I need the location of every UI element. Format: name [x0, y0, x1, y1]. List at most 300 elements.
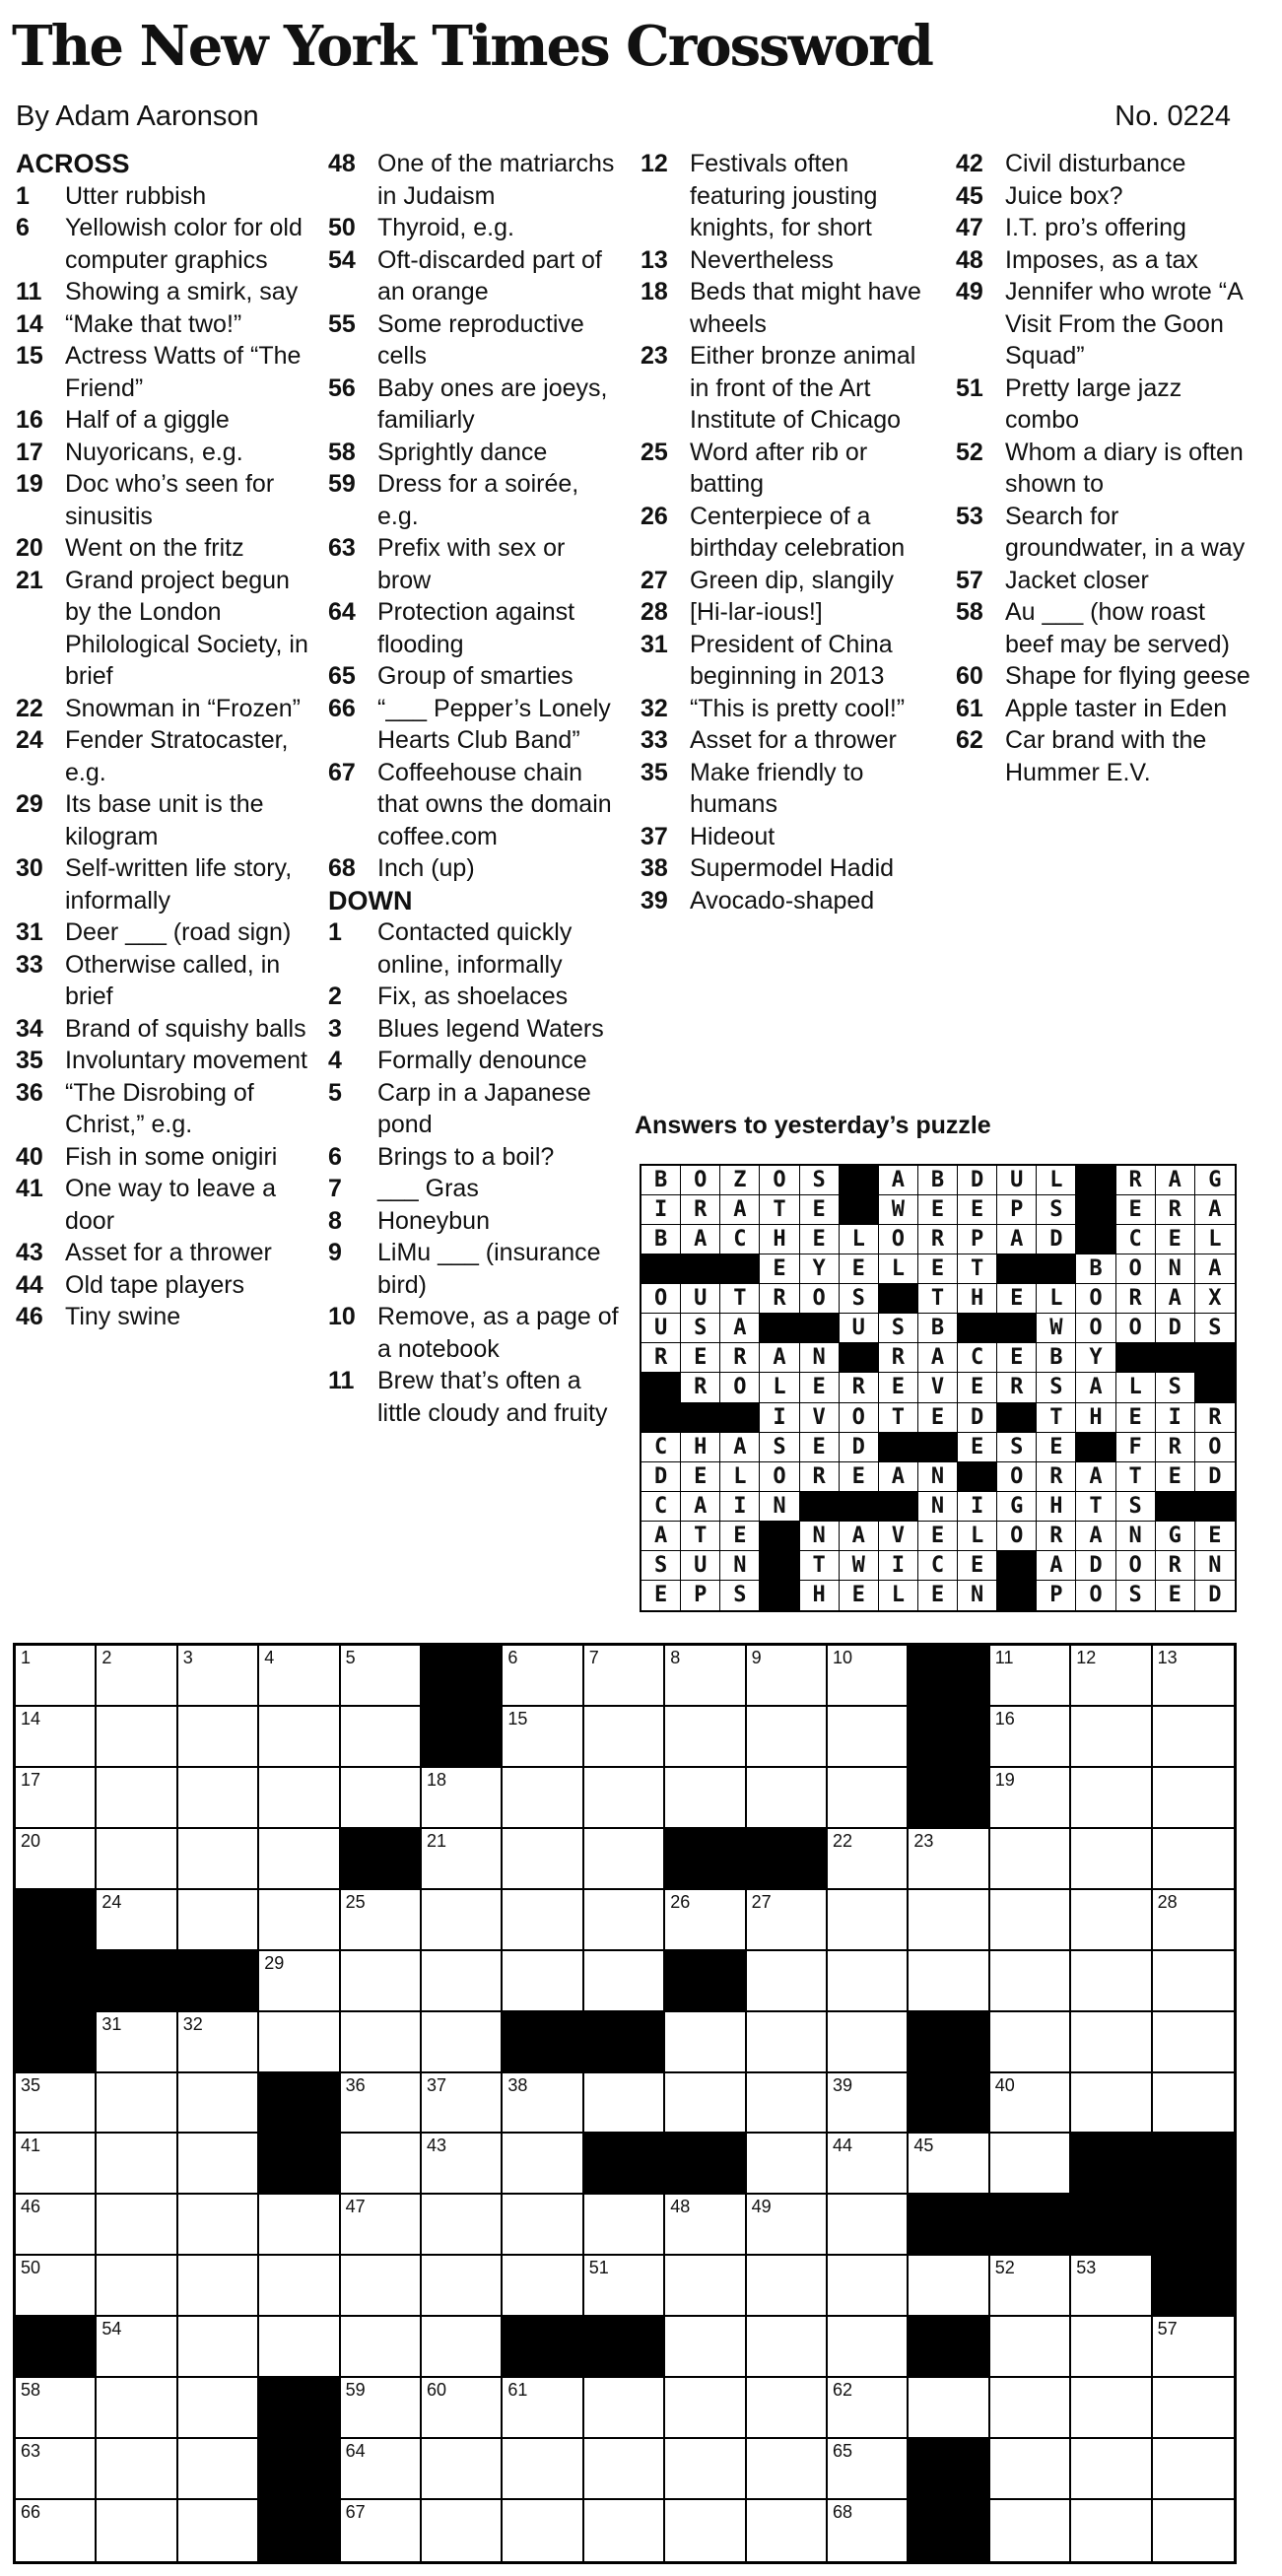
across-header: ACROSS: [16, 149, 130, 178]
down-clue: [956, 148, 1251, 180]
grid-cell[interactable]: [1153, 2439, 1234, 2500]
answer-cell: C: [641, 1492, 681, 1522]
clue-number: 39: [641, 886, 668, 915]
grid-cell[interactable]: [259, 1707, 340, 1768]
answer-cell: E: [997, 1284, 1037, 1314]
grid-cell[interactable]: [990, 1768, 1071, 1829]
answer-cell: O: [1195, 1433, 1235, 1462]
black-square: [259, 2439, 340, 2500]
answer-black-cell: [840, 1195, 879, 1225]
grid-cell[interactable]: [909, 2378, 989, 2439]
grid-cell[interactable]: [1153, 1951, 1234, 2012]
down-clue: [956, 276, 1251, 373]
grid-cell[interactable]: [584, 1707, 665, 1768]
grid-cell[interactable]: [990, 2012, 1071, 2073]
across-clue: [16, 724, 311, 788]
grid-cell[interactable]: [97, 2378, 177, 2439]
grid-cell[interactable]: [503, 1707, 583, 1768]
clue-number: 31: [16, 918, 43, 946]
answer-black-cell: [641, 1254, 681, 1284]
grid-cell[interactable]: [747, 2195, 828, 2256]
answer-cell: L: [879, 1581, 918, 1610]
grid-cell[interactable]: [16, 2073, 97, 2135]
answer-cell: S: [1156, 1373, 1195, 1402]
across-clue: [328, 212, 624, 244]
answer-cell: E: [800, 1225, 840, 1254]
cell-number: 1: [21, 1648, 32, 1667]
grid-cell[interactable]: [828, 2073, 909, 2135]
grid-cell[interactable]: [584, 2378, 665, 2439]
grid-cell[interactable]: [665, 1646, 746, 1707]
grid-cell[interactable]: [1071, 2500, 1152, 2561]
cell-number: 57: [1157, 2319, 1178, 2339]
grid-cell[interactable]: [1071, 2256, 1152, 2317]
grid-cell[interactable]: [828, 2256, 909, 2317]
grid-cell[interactable]: [503, 1951, 583, 2012]
grid-cell[interactable]: [665, 2256, 746, 2317]
down-clue: [956, 724, 1251, 788]
cell-number: 16: [994, 1708, 1015, 1729]
clue-text: Festivals often featuring jousting knights, for short: [690, 150, 878, 241]
clue-number: 3: [328, 1014, 342, 1043]
down-clue: [641, 276, 936, 340]
grid-cell[interactable]: [259, 1768, 340, 1829]
across-clue: [16, 1013, 311, 1046]
grid-cell[interactable]: [584, 2439, 665, 2500]
grid-cell[interactable]: [584, 2256, 665, 2317]
black-square: [909, 1646, 989, 1707]
answer-cell: Y: [800, 1254, 840, 1284]
black-square: [909, 2012, 989, 2073]
grid-cell[interactable]: [16, 2256, 97, 2317]
grid-cell[interactable]: [178, 1829, 259, 1890]
grid-cell[interactable]: [1153, 1707, 1234, 1768]
grid-cell[interactable]: [341, 1707, 422, 1768]
answer-cell: N: [720, 1551, 760, 1581]
grid-cell[interactable]: [828, 2134, 909, 2195]
grid-cell[interactable]: [341, 2134, 422, 2195]
answer-cell: L: [1037, 1166, 1076, 1195]
grid-cell[interactable]: [503, 1646, 583, 1707]
grid-cell[interactable]: [1071, 1646, 1152, 1707]
grid-cell[interactable]: [422, 2195, 503, 2256]
cell-number: 18: [427, 1769, 447, 1790]
grid-cell[interactable]: [665, 1707, 746, 1768]
answer-black-cell: [997, 1551, 1037, 1581]
grid-cell[interactable]: [584, 1829, 665, 1890]
grid-cell[interactable]: [1071, 1890, 1152, 1951]
grid-cell[interactable]: [422, 2073, 503, 2135]
grid-cell[interactable]: [584, 2500, 665, 2561]
grid-cell[interactable]: [1071, 2439, 1152, 2500]
grid-cell[interactable]: [259, 2256, 340, 2317]
clue-number: 18: [641, 278, 668, 305]
answer-cell: T: [1037, 1403, 1076, 1433]
grid-cell[interactable]: [828, 2195, 909, 2256]
grid-cell[interactable]: [503, 2134, 583, 2195]
answer-cell: E: [958, 1551, 997, 1581]
grid-cell[interactable]: [1153, 2073, 1234, 2135]
grid-cell[interactable]: [97, 2134, 177, 2195]
grid-cell[interactable]: [341, 2439, 422, 2500]
grid-cell[interactable]: [1153, 2012, 1234, 2073]
grid-cell[interactable]: [97, 2195, 177, 2256]
answer-cell: L: [1116, 1373, 1156, 1402]
clue-number: 54: [328, 245, 356, 274]
grid-cell[interactable]: [990, 2439, 1071, 2500]
cell-number: 32: [182, 2013, 203, 2034]
grid-cell[interactable]: [178, 1646, 259, 1707]
answer-cell: N: [918, 1462, 958, 1492]
answer-black-cell: [760, 1522, 799, 1551]
black-square: [1153, 2195, 1234, 2256]
grid-cell[interactable]: [422, 2378, 503, 2439]
grid-cell[interactable]: [16, 1707, 97, 1768]
grid-cell[interactable]: [16, 2500, 97, 2561]
grid-cell[interactable]: [1071, 1829, 1152, 1890]
grid-cell[interactable]: [503, 1890, 583, 1951]
grid-cell[interactable]: [16, 1646, 97, 1707]
grid-cell[interactable]: [828, 2500, 909, 2561]
grid-cell[interactable]: [178, 1707, 259, 1768]
black-square: [1153, 2134, 1234, 2195]
grid-cell[interactable]: [341, 2317, 422, 2378]
cell-number: 37: [427, 2074, 447, 2095]
grid-cell[interactable]: [422, 2500, 503, 2561]
clue-text: Centerpiece of a birthday celebration: [690, 502, 906, 562]
grid-cell[interactable]: [747, 2073, 828, 2135]
answer-cell: U: [997, 1166, 1037, 1195]
cell-number: 54: [101, 2319, 122, 2339]
grid-cell[interactable]: [1071, 2012, 1152, 2073]
answer-cell: A: [1076, 1522, 1115, 1551]
grid-cell[interactable]: [16, 2195, 97, 2256]
answer-cell: R: [760, 1284, 799, 1314]
black-square: [1153, 2256, 1234, 2317]
clue-text: President of China beginning in 2013: [690, 630, 893, 690]
answer-cell: I: [958, 1492, 997, 1522]
answer-cell: E: [641, 1581, 681, 1610]
down-clue: [641, 501, 936, 565]
grid-cell[interactable]: [97, 2500, 177, 2561]
grid-cell[interactable]: [1153, 1890, 1234, 1951]
grid-cell[interactable]: [341, 2378, 422, 2439]
grid-cell[interactable]: [990, 1951, 1071, 2012]
grid-cell[interactable]: [503, 2073, 583, 2135]
cell-number: 31: [101, 2013, 122, 2034]
grid-cell[interactable]: [909, 1890, 989, 1951]
grid-cell[interactable]: [178, 2378, 259, 2439]
grid-cell[interactable]: [990, 1890, 1071, 1951]
grid-cell[interactable]: [1153, 1829, 1234, 1890]
cell-number: 43: [427, 2135, 447, 2156]
grid-cell[interactable]: [259, 1829, 340, 1890]
clue-number: 15: [16, 342, 43, 370]
grid-cell[interactable]: [747, 2378, 828, 2439]
grid-cell[interactable]: [97, 1707, 177, 1768]
grid-cell[interactable]: [1071, 2378, 1152, 2439]
grid-cell[interactable]: [665, 1768, 746, 1829]
grid-cell[interactable]: [1153, 2500, 1234, 2561]
grid-cell[interactable]: [747, 1768, 828, 1829]
grid-cell[interactable]: [909, 2134, 989, 2195]
grid-cell[interactable]: [422, 2317, 503, 2378]
grid-cell[interactable]: [97, 2439, 177, 2500]
grid-cell[interactable]: [422, 1951, 503, 2012]
grid-cell[interactable]: [341, 2195, 422, 2256]
grid-cell[interactable]: [16, 2439, 97, 2500]
clue-number: 27: [641, 566, 668, 594]
grid-cell[interactable]: [828, 1646, 909, 1707]
grid-cell[interactable]: [16, 1829, 97, 1890]
grid-cell[interactable]: [259, 2317, 340, 2378]
grid-cell[interactable]: [178, 2073, 259, 2135]
answer-cell: B: [918, 1314, 958, 1343]
answer-cell: E: [840, 1462, 879, 1492]
grid-cell[interactable]: [97, 1829, 177, 1890]
grid-cell[interactable]: [828, 1707, 909, 1768]
grid-cell[interactable]: [178, 2317, 259, 2378]
answer-black-cell: [997, 1581, 1037, 1610]
answer-black-cell: [641, 1403, 681, 1433]
answer-cell: A: [997, 1225, 1037, 1254]
grid-cell[interactable]: [990, 1829, 1071, 1890]
grid-cell[interactable]: [341, 1646, 422, 1707]
grid-cell[interactable]: [422, 1768, 503, 1829]
answer-cell: E: [1156, 1225, 1195, 1254]
black-square: [16, 2317, 97, 2378]
grid-cell[interactable]: [747, 2134, 828, 2195]
across-clue: [16, 1077, 311, 1141]
answer-cell: O: [641, 1284, 681, 1314]
grid-cell[interactable]: [665, 2317, 746, 2378]
grid-cell[interactable]: [828, 2439, 909, 2500]
grid-cell[interactable]: [1071, 2073, 1152, 2135]
grid-cell[interactable]: [747, 2256, 828, 2317]
grid-cell[interactable]: [178, 2012, 259, 2073]
black-square: [1071, 2134, 1152, 2195]
grid-cell[interactable]: [828, 1951, 909, 2012]
grid-cell[interactable]: [97, 1768, 177, 1829]
clue-number: 25: [641, 438, 668, 466]
answer-cell: A: [641, 1522, 681, 1551]
grid-cell[interactable]: [1071, 1768, 1152, 1829]
answer-cell: A: [720, 1433, 760, 1462]
grid-cell[interactable]: [341, 1951, 422, 2012]
answer-black-cell: [1076, 1166, 1115, 1195]
cell-number: 7: [588, 1648, 599, 1667]
grid-cell[interactable]: [97, 1890, 177, 1951]
grid-cell[interactable]: [665, 1890, 746, 1951]
grid-cell[interactable]: [665, 2073, 746, 2135]
grid-cell[interactable]: [178, 1890, 259, 1951]
grid-cell[interactable]: [828, 1829, 909, 1890]
grid-cell[interactable]: [97, 1646, 177, 1707]
grid-cell[interactable]: [990, 1707, 1071, 1768]
grid-cell[interactable]: [422, 2439, 503, 2500]
answer-cell: T: [760, 1195, 799, 1225]
grid-cell[interactable]: [259, 1951, 340, 2012]
clue-number: 26: [641, 502, 668, 530]
grid-cell[interactable]: [584, 1768, 665, 1829]
grid-cell[interactable]: [503, 2195, 583, 2256]
clue-text: Contacted quickly online, informally: [377, 918, 573, 979]
grid-cell[interactable]: [747, 1707, 828, 1768]
clue-number: 50: [328, 214, 356, 241]
answer-cell: O: [1116, 1551, 1156, 1581]
grid-cell[interactable]: [665, 2500, 746, 2561]
cell-number: 23: [913, 1830, 934, 1851]
grid-cell[interactable]: [341, 1768, 422, 1829]
grid-cell[interactable]: [584, 1890, 665, 1951]
grid-cell[interactable]: [828, 2317, 909, 2378]
answers-title: Answers to yesterday’s puzzle: [635, 1112, 991, 1139]
grid-cell[interactable]: [422, 2256, 503, 2317]
grid-cell[interactable]: [178, 2500, 259, 2561]
grid-cell[interactable]: [1153, 2317, 1234, 2378]
grid-cell[interactable]: [747, 2012, 828, 2073]
answer-cell: A: [1156, 1284, 1195, 1314]
grid-cell[interactable]: [1071, 2317, 1152, 2378]
answer-cell: C: [1116, 1225, 1156, 1254]
grid-cell[interactable]: [341, 2500, 422, 2561]
across-clue: [328, 693, 624, 757]
grid-cell[interactable]: [990, 2134, 1071, 2195]
clue-number: 28: [641, 598, 668, 626]
answer-cell: I: [879, 1551, 918, 1581]
grid-cell[interactable]: [503, 2378, 583, 2439]
grid-cell[interactable]: [178, 1768, 259, 1829]
grid-cell[interactable]: [828, 2012, 909, 2073]
answer-cell: E: [760, 1254, 799, 1284]
across-clue: [16, 437, 311, 469]
grid-cell[interactable]: [990, 2256, 1071, 2317]
answer-cell: E: [800, 1433, 840, 1462]
answer-cell: E: [681, 1343, 720, 1373]
across-clue: [328, 244, 624, 308]
grid-cell[interactable]: [584, 2073, 665, 2135]
grid-cell[interactable]: [909, 2256, 989, 2317]
grid-cell[interactable]: [97, 2256, 177, 2317]
grid-cell[interactable]: [97, 2073, 177, 2135]
clue-text: Tiny swine: [65, 1303, 181, 1330]
grid-cell[interactable]: [909, 1829, 989, 1890]
grid-cell[interactable]: [97, 2012, 177, 2073]
grid-cell[interactable]: [747, 1646, 828, 1707]
answer-cell: A: [1076, 1373, 1115, 1402]
black-square: [16, 2012, 97, 2073]
grid-cell[interactable]: [990, 2500, 1071, 2561]
grid-cell[interactable]: [990, 2073, 1071, 2135]
grid-cell[interactable]: [584, 2195, 665, 2256]
black-square: [422, 1707, 503, 1768]
grid-cell[interactable]: [422, 1829, 503, 1890]
grid-cell[interactable]: [747, 2500, 828, 2561]
grid-cell[interactable]: [584, 1951, 665, 2012]
grid-cell[interactable]: [665, 2439, 746, 2500]
grid-cell[interactable]: [747, 1890, 828, 1951]
grid-cell[interactable]: [178, 2134, 259, 2195]
grid-cell[interactable]: [178, 2256, 259, 2317]
answer-cell: S: [720, 1581, 760, 1610]
grid-cell[interactable]: [259, 1646, 340, 1707]
down-clue: [956, 596, 1251, 660]
grid-cell[interactable]: [503, 1768, 583, 1829]
grid-cell[interactable]: [16, 1768, 97, 1829]
clue-text: LiMu ___ (insurance bird): [377, 1239, 601, 1299]
clue-number: 38: [641, 854, 668, 882]
grid-cell[interactable]: [16, 2378, 97, 2439]
grid-cell[interactable]: [341, 2012, 422, 2073]
grid-cell[interactable]: [584, 1646, 665, 1707]
grid-cell[interactable]: [178, 2195, 259, 2256]
answer-black-cell: [641, 1373, 681, 1402]
answer-cell: N: [1116, 1522, 1156, 1551]
clue-text: Inch (up): [377, 854, 475, 882]
grid-cell[interactable]: [422, 2134, 503, 2195]
across-clue: [16, 340, 311, 404]
grid-cell[interactable]: [259, 1890, 340, 1951]
grid-cell[interactable]: [97, 2317, 177, 2378]
grid-cell[interactable]: [665, 2378, 746, 2439]
grid-cell[interactable]: [828, 1890, 909, 1951]
grid-cell[interactable]: [990, 2378, 1071, 2439]
grid-cell[interactable]: [1071, 1951, 1152, 2012]
clue-text: Half of a giggle: [65, 406, 230, 434]
across-clue: [16, 1237, 311, 1269]
grid-cell[interactable]: [503, 2256, 583, 2317]
grid-cell[interactable]: [665, 2195, 746, 2256]
grid-cell[interactable]: [665, 2012, 746, 2073]
answer-cell: A: [681, 1225, 720, 1254]
grid-cell[interactable]: [747, 2439, 828, 2500]
grid-cell[interactable]: [503, 2439, 583, 2500]
grid-cell[interactable]: [1153, 1768, 1234, 1829]
grid-cell[interactable]: [341, 2073, 422, 2135]
grid-cell[interactable]: [990, 2317, 1071, 2378]
answer-black-cell: [879, 1433, 918, 1462]
grid-cell[interactable]: [341, 1890, 422, 1951]
grid-cell[interactable]: [828, 2378, 909, 2439]
grid-cell[interactable]: [747, 1951, 828, 2012]
grid-cell[interactable]: [178, 2439, 259, 2500]
grid-cell[interactable]: [422, 2012, 503, 2073]
grid-cell[interactable]: [503, 2500, 583, 2561]
grid-cell[interactable]: [259, 2012, 340, 2073]
answer-cell: O: [997, 1522, 1037, 1551]
grid-cell[interactable]: [1153, 2378, 1234, 2439]
grid-cell[interactable]: [422, 1890, 503, 1951]
cell-number: 21: [427, 1830, 447, 1851]
grid-cell[interactable]: [503, 1829, 583, 1890]
answer-black-cell: [1195, 1343, 1235, 1373]
answer-cell: Y: [1076, 1343, 1115, 1373]
grid-cell[interactable]: [1153, 1646, 1234, 1707]
grid-cell[interactable]: [16, 2134, 97, 2195]
grid-cell[interactable]: [747, 2317, 828, 2378]
grid-cell[interactable]: [828, 1768, 909, 1829]
answer-cell: R: [997, 1373, 1037, 1402]
answer-cell: N: [800, 1522, 840, 1551]
grid-cell[interactable]: [259, 2195, 340, 2256]
answer-cell: A: [1156, 1166, 1195, 1195]
grid-cell[interactable]: [341, 2256, 422, 2317]
clue-text: Protection against flooding: [377, 598, 575, 658]
cell-number: 13: [1157, 1648, 1178, 1667]
grid-cell[interactable]: [909, 1951, 989, 2012]
grid-cell[interactable]: [1071, 1707, 1152, 1768]
grid-cell[interactable]: [990, 1646, 1071, 1707]
